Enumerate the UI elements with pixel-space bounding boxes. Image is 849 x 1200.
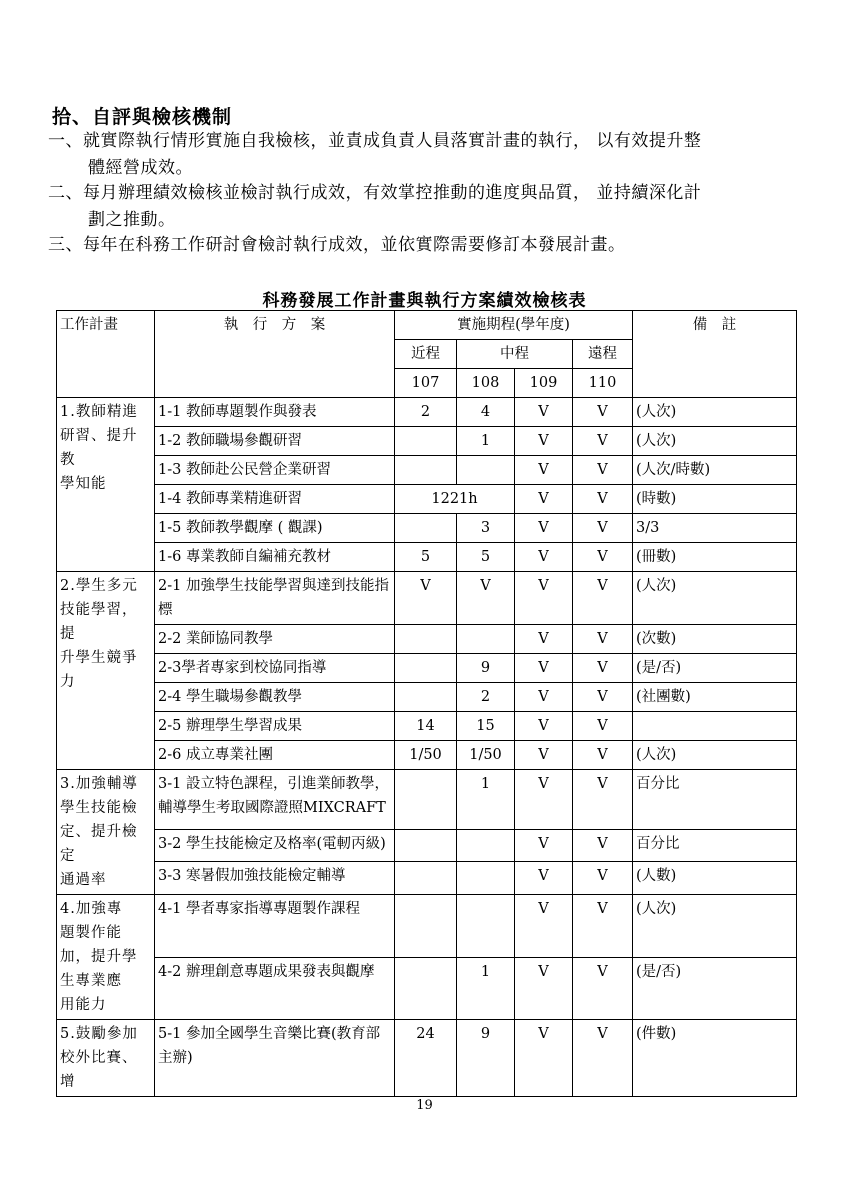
remark-cell: (人次) [633, 427, 797, 456]
table-row [57, 485, 797, 514]
remark-cell: 百分比 [633, 829, 797, 862]
value-109-cell: V [515, 712, 573, 741]
remark-cell: 3/3 [633, 514, 797, 543]
value-110-cell: V [573, 572, 633, 625]
header-remark: 備 註 [633, 311, 797, 398]
value-109-cell: V [515, 514, 573, 543]
header-far: 遠程 [573, 340, 633, 369]
table-row [57, 770, 797, 830]
value-107-cell [395, 770, 457, 830]
paragraph-num: 二、 [48, 183, 83, 203]
value-110-cell: V [573, 456, 633, 485]
table-row [57, 683, 797, 712]
value-109-cell: V [515, 485, 573, 514]
paragraph-2 [48, 180, 808, 234]
value-108-cell: V [457, 572, 515, 625]
value-108-cell: 1 [457, 957, 515, 1020]
value-109-cell: V [515, 895, 573, 958]
action-cell: 1-3 教師赴公民營企業研習 [155, 456, 395, 485]
plan-category-line: 升學生競爭 [60, 650, 138, 666]
header-near: 近程 [395, 340, 457, 369]
table-row [57, 741, 797, 770]
value-108-cell: 2 [457, 683, 515, 712]
value-108-cell [457, 456, 515, 485]
year-110: 110 [573, 369, 633, 398]
value-108-cell: 1 [457, 427, 515, 456]
value-109-cell: V [515, 829, 573, 862]
year-108: 108 [457, 369, 515, 398]
plan-category-line: 用能力 [60, 997, 107, 1013]
value-109-cell: V [515, 572, 573, 625]
header-mid: 中程 [457, 340, 573, 369]
value-110-cell: V [573, 654, 633, 683]
plan-category-line: 1.教師精進 [60, 404, 138, 420]
value-109-cell: V [515, 654, 573, 683]
action-cell: 3-3 寒暑假加強技能檢定輔導 [155, 862, 395, 895]
table-row [57, 427, 797, 456]
value-108-cell [457, 625, 515, 654]
remark-cell: (人次/時數) [633, 456, 797, 485]
value-107-cell: 5 [395, 543, 457, 572]
plan-category-line: 定、提升檢定 [60, 824, 138, 864]
table-row [57, 543, 797, 572]
header-plan: 工作計畫 [57, 311, 155, 398]
plan-category [57, 572, 155, 770]
header-period: 實施期程(學年度) [395, 311, 633, 340]
table-row [57, 957, 797, 1020]
value-107-cell [395, 625, 457, 654]
remark-cell: 百分比 [633, 770, 797, 830]
action-cell: 4-1 學者專家指導專題製作課程 [155, 895, 395, 958]
table-row [57, 625, 797, 654]
action-cell: 2-1 加強學生技能學習與達到技能指標 [155, 572, 395, 625]
remark-cell: (人次) [633, 741, 797, 770]
value-107-cell [395, 514, 457, 543]
plan-category-line: 生專業應 [60, 973, 122, 989]
paragraph-num: 一、 [48, 131, 83, 151]
value-110-cell: V [573, 862, 633, 895]
value-107-cell: V [395, 572, 457, 625]
remark-cell: (人次) [633, 398, 797, 427]
header-action: 執 行 方 案 [155, 311, 395, 398]
action-cell: 2-2 業師協同教學 [155, 625, 395, 654]
value-110-cell: V [573, 829, 633, 862]
remark-cell: (人次) [633, 895, 797, 958]
action-cell: 1-4 教師專業精進研習 [155, 485, 395, 514]
table-row [57, 1020, 797, 1097]
value-110-cell: V [573, 514, 633, 543]
plan-category-line: 加，提升學 [60, 949, 138, 965]
plan-category-line: 2.學生多元 [60, 578, 138, 594]
action-cell: 1-1 教師專題製作與發表 [155, 398, 395, 427]
value-109-cell: V [515, 1020, 573, 1097]
action-cell: 4-2 辦理創意專題成果發表與觀摩 [155, 957, 395, 1020]
table-row [57, 572, 797, 625]
value-109-cell: V [515, 957, 573, 1020]
action-cell: 2-5 辦理學生學習成果 [155, 712, 395, 741]
value-107-cell [395, 456, 457, 485]
value-110-cell: V [573, 1020, 633, 1097]
paragraph-cont: 劃之推動。 [88, 210, 176, 230]
remark-cell: (次數) [633, 625, 797, 654]
plan-category [57, 1020, 155, 1097]
evaluation-table [56, 310, 797, 1097]
table-row [57, 712, 797, 741]
table-row [57, 398, 797, 427]
paragraph-cont: 體經營成效。 [88, 158, 193, 178]
value-107-cell [395, 427, 457, 456]
action-cell: 3-2 學生技能檢定及格率(電軔丙級) [155, 829, 395, 862]
value-108-cell: 15 [457, 712, 515, 741]
plan-category-line: 校外比賽、增 [60, 1050, 138, 1090]
value-107-cell: 14 [395, 712, 457, 741]
value-110-cell: V [573, 712, 633, 741]
value-109-cell: V [515, 543, 573, 572]
value-107-cell [395, 895, 457, 958]
paragraph-line: 每年在科務工作研討會檢討執行成效，並依實際需要修訂本發展計畫。 [83, 235, 626, 255]
value-108-cell [457, 829, 515, 862]
section-heading: 拾、自評與檢核機制 [52, 106, 233, 128]
value-109-cell: V [515, 741, 573, 770]
value-108-cell: 1 [457, 770, 515, 830]
action-cell: 2-4 學生職場參觀教學 [155, 683, 395, 712]
value-109-cell: V [515, 770, 573, 830]
plan-category-line: 5.鼓勵參加 [60, 1026, 138, 1042]
value-108-cell: 1/50 [457, 741, 515, 770]
table-row [57, 895, 797, 958]
value-108-cell: 9 [457, 1020, 515, 1097]
value-110-cell: V [573, 625, 633, 654]
action-cell: 1-6 專業教師自編補充教材 [155, 543, 395, 572]
remark-cell: (社團數) [633, 683, 797, 712]
table-row [57, 514, 797, 543]
action-cell: 1-2 教師職場參觀研習 [155, 427, 395, 456]
year-107: 107 [395, 369, 457, 398]
value-108-cell [457, 895, 515, 958]
value-108-cell [457, 862, 515, 895]
value-107-cell [395, 829, 457, 862]
action-cell: 2-6 成立專業社團 [155, 741, 395, 770]
paragraph-line: 就實際執行情形實施自我檢核，並責成負責人員落實計畫的執行， 以有效提升整 [83, 131, 702, 151]
table-row [57, 654, 797, 683]
plan-category-line: 題製作能 [60, 925, 122, 941]
plan-category-line: 通過率 [60, 872, 107, 888]
value-107-cell: 24 [395, 1020, 457, 1097]
plan-category-line: 力 [60, 674, 76, 690]
value-107-cell [395, 683, 457, 712]
value-108-cell: 3 [457, 514, 515, 543]
plan-category [57, 770, 155, 895]
plan-category-line: 研習、提升教 [60, 428, 138, 468]
value-109-cell: V [515, 625, 573, 654]
value-109-cell: V [515, 398, 573, 427]
remark-cell: (是/否) [633, 957, 797, 1020]
paragraph-3 [48, 232, 808, 259]
page-number: 19 [416, 1098, 433, 1113]
value-108-cell: 4 [457, 398, 515, 427]
paragraph-line: 每月辦理績效檢核並檢討執行成效，有效掌控推動的進度與品質， 並持續深化計 [83, 183, 702, 203]
header-row-1 [57, 311, 797, 340]
value-110-cell: V [573, 770, 633, 830]
table-title: 科務發展工作計畫與執行方案績效檢核表 [262, 291, 587, 311]
remark-cell: (時數) [633, 485, 797, 514]
plan-category-line: 3.加強輔導 [60, 776, 138, 792]
plan-category-line: 學知能 [60, 476, 107, 492]
remark-cell: (冊數) [633, 543, 797, 572]
plan-category-line: 4.加強專 [60, 901, 123, 917]
remark-cell: (是/否) [633, 654, 797, 683]
remark-cell: (件數) [633, 1020, 797, 1097]
value-107-cell [395, 957, 457, 1020]
value-110-cell: V [573, 895, 633, 958]
action-cell: 1-5 教師教學觀摩 ( 觀課) [155, 514, 395, 543]
plan-category [57, 895, 155, 1020]
table-row [57, 862, 797, 895]
plan-category-line: 技能學習，提 [60, 602, 138, 642]
remark-cell [633, 712, 797, 741]
value-110-cell: V [573, 741, 633, 770]
value-109-cell: V [515, 427, 573, 456]
value-110-cell: V [573, 427, 633, 456]
value-109-cell: V [515, 683, 573, 712]
value-110-cell: V [573, 485, 633, 514]
value-109-cell: V [515, 862, 573, 895]
value-107-cell [395, 654, 457, 683]
paragraph-1 [48, 128, 808, 182]
action-cell: 3-1 設立特色課程，引進業師教學，輔導學生考取國際證照MIXCRAFT [155, 770, 395, 830]
value-108-cell: 9 [457, 654, 515, 683]
value-110-cell: V [573, 957, 633, 1020]
action-cell: 5-1 參加全國學生音樂比賽(教育部主辦) [155, 1020, 395, 1097]
value-110-cell: V [573, 683, 633, 712]
value-109-cell: V [515, 456, 573, 485]
remark-cell: (人次) [633, 572, 797, 625]
value-108-cell: 5 [457, 543, 515, 572]
year-109: 109 [515, 369, 573, 398]
action-cell: 2-3學者專家到校協同指導 [155, 654, 395, 683]
value-110-cell: V [573, 398, 633, 427]
value-110-cell: V [573, 543, 633, 572]
table-row [57, 456, 797, 485]
remark-cell: (人數) [633, 862, 797, 895]
paragraph-num: 三、 [48, 235, 83, 255]
plan-category-line: 學生技能檢 [60, 800, 138, 816]
value-107-cell [395, 862, 457, 895]
plan-category [57, 398, 155, 572]
merged-107-108-cell: 1221h [395, 485, 515, 514]
table-row [57, 829, 797, 862]
value-107-cell: 2 [395, 398, 457, 427]
value-107-cell: 1/50 [395, 741, 457, 770]
